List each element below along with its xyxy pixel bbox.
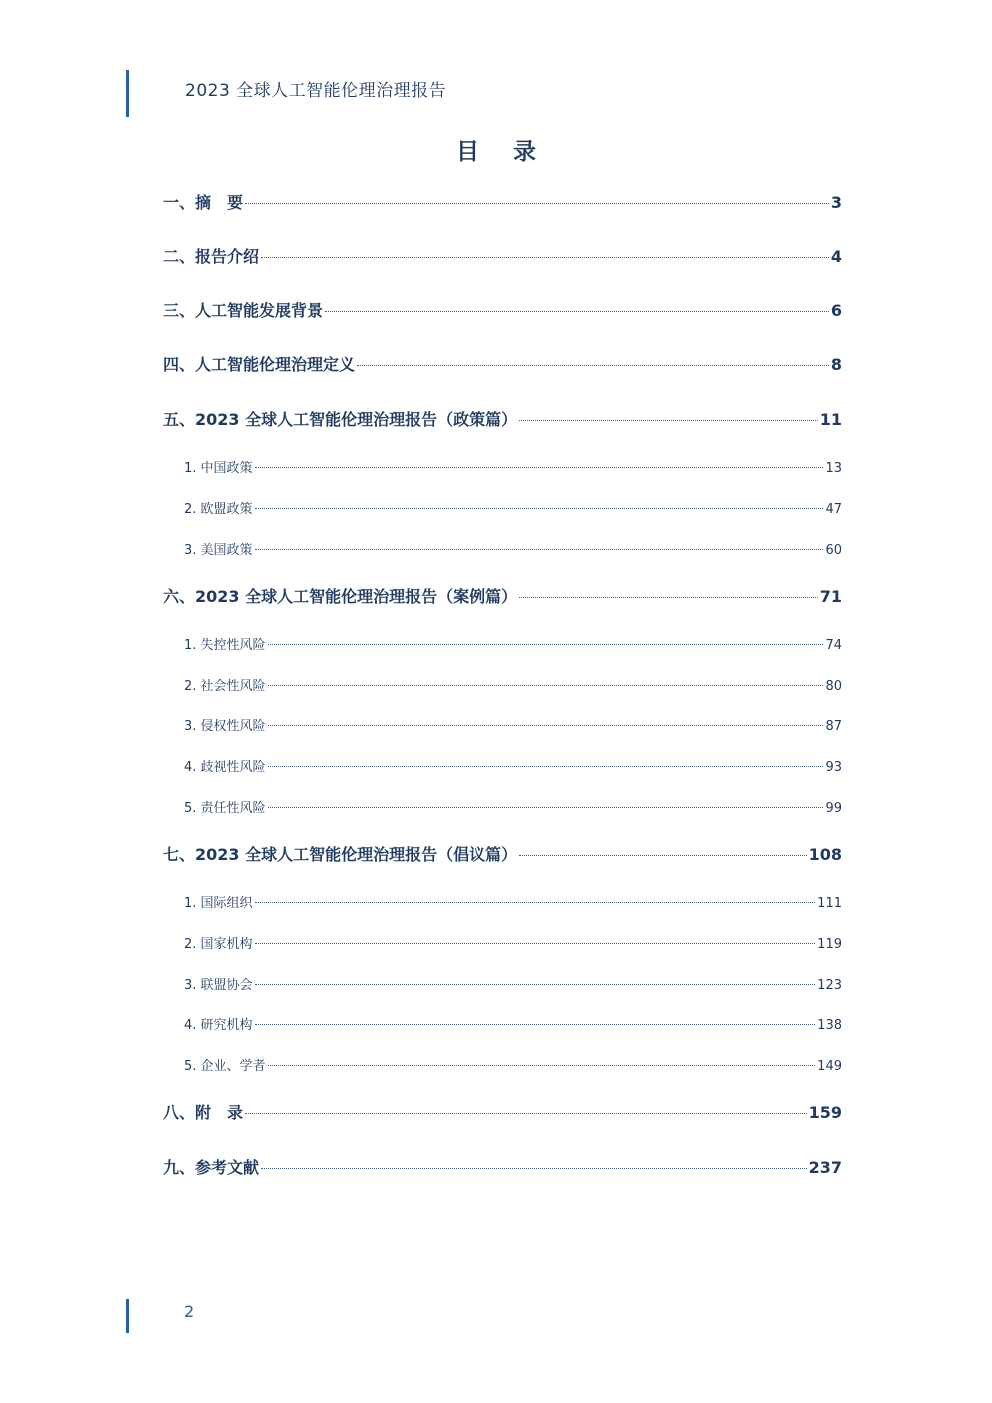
toc-entry-page: 93 [825, 760, 842, 775]
toc-dot-leader [261, 257, 829, 258]
page-number: 2 [184, 1302, 195, 1321]
toc-entry-international-orgs[interactable] [184, 892, 842, 912]
toc-entry-ai-background[interactable] [163, 298, 842, 322]
toc-entry-report-intro[interactable] [163, 244, 842, 268]
toc-entry-page: 74 [825, 638, 842, 653]
toc-entry-page: 71 [819, 587, 842, 606]
toc-entry-label: 2. 国家机构 [184, 937, 253, 952]
header-accent-bar [126, 70, 129, 117]
toc-entry-label: 九、参考文献 [163, 1158, 260, 1177]
toc-entry-page: 13 [825, 461, 842, 476]
toc-dot-leader [261, 1168, 807, 1169]
toc-entry-label: 4. 歧视性风险 [184, 760, 266, 775]
toc-entry-initiative-section[interactable] [163, 842, 842, 866]
toc-entry-label: 4. 研究机构 [184, 1018, 253, 1033]
toc-dot-leader [268, 766, 824, 767]
toc-entry-page: 119 [817, 937, 842, 952]
toc-entry-ethics-definition[interactable] [163, 352, 842, 376]
toc-entry-label: 5. 企业、学者 [184, 1059, 266, 1074]
toc-dot-leader [325, 311, 829, 312]
toc-entry-label: 八、附 录 [163, 1103, 244, 1122]
toc-entry-page: 87 [825, 719, 842, 734]
toc-dot-leader [268, 685, 824, 686]
toc-entry-page: 108 [808, 845, 842, 864]
toc-entry-page: 8 [830, 355, 842, 374]
toc-entry-loss-of-control-risk[interactable] [184, 634, 842, 654]
toc-entry-label: 一、摘 要 [163, 193, 244, 212]
toc-entry-us-policy[interactable] [184, 539, 842, 559]
toc-entry-label: 三、人工智能发展背景 [163, 301, 324, 320]
toc-dot-leader [255, 984, 816, 985]
toc-entry-label: 3. 美国政策 [184, 543, 253, 558]
toc-entry-label: 二、报告介绍 [163, 247, 260, 266]
toc-entry-page: 99 [825, 801, 842, 816]
toc-entry-page: 149 [817, 1059, 842, 1074]
toc-dot-leader [268, 1065, 816, 1066]
toc-dot-leader [255, 943, 816, 944]
toc-entry-label: 1. 国际组织 [184, 896, 253, 911]
toc-dot-leader [519, 855, 806, 856]
toc-entry-national-agencies[interactable] [184, 933, 842, 953]
toc-entry-label: 3. 联盟协会 [184, 978, 253, 993]
toc-entry-page: 80 [825, 679, 842, 694]
toc-entry-page: 11 [819, 410, 842, 429]
toc-heading: 目录 [456, 139, 570, 165]
toc-entry-page: 6 [830, 301, 842, 320]
toc-entry-discrimination-risk[interactable] [184, 756, 842, 776]
toc-entry-references[interactable] [163, 1155, 842, 1179]
toc-entry-page: 60 [825, 543, 842, 558]
toc-entry-appendix[interactable] [163, 1100, 842, 1124]
toc-dot-leader [268, 807, 824, 808]
toc-entry-page: 159 [808, 1103, 842, 1122]
toc-entry-alliances[interactable] [184, 974, 842, 994]
footer-accent-bar [126, 1299, 129, 1333]
toc-entry-china-policy[interactable] [184, 457, 842, 477]
toc-entry-social-risk[interactable] [184, 675, 842, 695]
report-title: 2023 全球人工智能伦理治理报告 [185, 81, 447, 101]
toc-entry-companies-scholars[interactable] [184, 1055, 842, 1075]
toc-entry-page: 3 [830, 193, 842, 212]
toc-entry-page: 111 [817, 896, 842, 911]
toc-entry-label: 七、2023 全球人工智能伦理治理报告（倡议篇） [163, 845, 518, 864]
toc-dot-leader [357, 365, 829, 366]
toc-dot-leader [245, 203, 829, 204]
toc-entry-eu-policy[interactable] [184, 498, 842, 518]
toc-entry-page: 237 [808, 1158, 842, 1177]
toc-entry-label: 六、2023 全球人工智能伦理治理报告（案例篇） [163, 587, 518, 606]
toc-dot-leader [268, 644, 824, 645]
toc-dot-leader [255, 1024, 816, 1025]
toc-dot-leader [245, 1113, 807, 1114]
toc-entry-policy-section[interactable] [163, 407, 842, 431]
toc-dot-leader [255, 549, 824, 550]
toc-entry-label: 1. 失控性风险 [184, 638, 266, 653]
toc-entry-research-institutes[interactable] [184, 1014, 842, 1034]
toc-entry-label: 5. 责任性风险 [184, 801, 266, 816]
toc-entry-abstract[interactable] [163, 190, 842, 214]
toc-dot-leader [255, 508, 824, 509]
toc-dot-leader [519, 420, 818, 421]
toc-entry-page: 47 [825, 502, 842, 517]
toc-entry-page: 138 [817, 1018, 842, 1033]
toc-entry-label: 2. 欧盟政策 [184, 502, 253, 517]
toc-entry-infringement-risk[interactable] [184, 715, 842, 735]
toc-entry-label: 五、2023 全球人工智能伦理治理报告（政策篇） [163, 410, 518, 429]
toc-entry-page: 123 [817, 978, 842, 993]
toc-entry-label: 2. 社会性风险 [184, 679, 266, 694]
toc-entry-case-section[interactable] [163, 584, 842, 608]
toc-dot-leader [519, 597, 818, 598]
toc-entry-liability-risk[interactable] [184, 797, 842, 817]
toc-dot-leader [255, 902, 816, 903]
toc-entry-label: 3. 侵权性风险 [184, 719, 266, 734]
toc-entry-label: 1. 中国政策 [184, 461, 253, 476]
toc-dot-leader [268, 725, 824, 726]
toc-entry-label: 四、人工智能伦理治理定义 [163, 355, 356, 374]
toc-dot-leader [255, 467, 824, 468]
toc-entry-page: 4 [830, 247, 842, 266]
